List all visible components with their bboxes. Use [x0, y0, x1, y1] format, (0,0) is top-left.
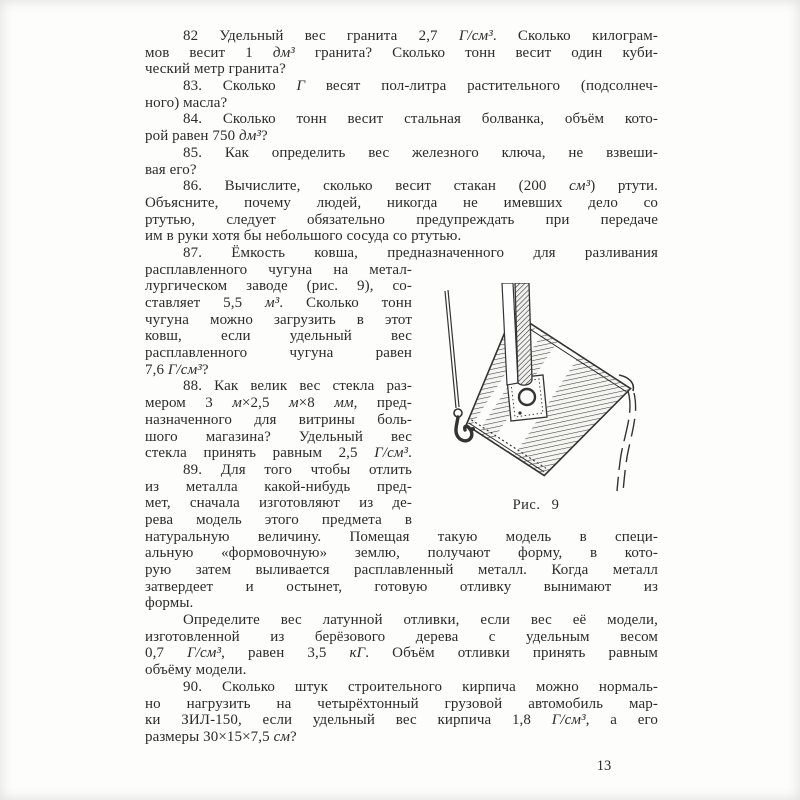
text-line: 90. Сколько штук строительного кирпича можно нормаль- — [183, 678, 658, 695]
text-line: 83. Сколько Г весят пол-литра растительного (подсолнеч- — [183, 78, 658, 95]
text-line: объёму модели. — [145, 662, 247, 679]
text-line: ного) масла? — [145, 94, 228, 111]
text-line: рой равен 750 дм³? — [145, 128, 268, 145]
text-line: затвердеет и остынет, готовую отливку вынимают из — [145, 578, 658, 595]
text-line: мет, сначала изготовляют из де- — [145, 495, 412, 512]
text-line: ковш, если удельный вес — [145, 328, 412, 345]
ladle-illustration-icon — [423, 283, 663, 493]
text-line: назначенного для витрины боль- — [145, 411, 412, 428]
text-line: ртутью, следует обязательно предупреждать при передаче — [145, 211, 658, 228]
text-line: альную «формовочную» землю, получают форму, в кото- — [145, 545, 658, 562]
text-line: лургическом заводе (рис. 9), со- — [145, 278, 412, 295]
text-line: мов весит 1 дм³ гранита? Сколько тонн весит один куби- — [145, 44, 659, 61]
text-line: 87. Ёмкость ковша, предназначенного для разливания — [183, 244, 658, 261]
text-line: Определите вес латунной отливки, если вес её модели, — [183, 612, 658, 629]
text-line: формы. — [145, 595, 194, 612]
text-line: мером 3 м×2,5 м×8 мм, пред- — [145, 395, 412, 412]
text-line: 7,6 Г/см³? — [145, 361, 209, 378]
text-line: стекла принять равным 2,5 Г/см³. — [145, 445, 412, 462]
text-line: 85. Как определить вес железного ключа, не взвеши- — [183, 144, 658, 161]
text-line: ки ЗИЛ-150, если удельный вес кирпича 1,8 Г/см³, а его — [145, 712, 659, 729]
text-line: 86. Вычислите, сколько весит стакан (200 см³) ртути. — [183, 178, 658, 195]
text-line: ставляет 5,5 м³. Сколько тонн — [145, 295, 412, 311]
text-line: им в руки хотя бы небольшого сосуда со ртутью. — [145, 228, 462, 245]
figure-caption: Рис. 9 — [512, 497, 560, 513]
page-number: 13 — [596, 758, 612, 774]
text-line: чугуна можно загрузить в этот — [145, 311, 412, 328]
text-line: шого магазина? Удельный вес — [145, 428, 412, 445]
text-line: вая его? — [145, 161, 197, 178]
text-line: расплавленного чугуна равен — [145, 345, 412, 362]
figure-9 — [423, 283, 663, 493]
text-line: но нагрузить на четырёхтонный грузовой автомобиль мар- — [145, 695, 658, 712]
text-line: 84. Сколько тонн весит стальная болванка, объём кото- — [183, 111, 658, 128]
text-line: 89. Для того чтобы отлить — [183, 461, 412, 478]
text-line: Объясните, почему людей, никогда не имевших дело со — [145, 194, 658, 211]
text-line: 0,7 Г/см³, равен 3,5 кГ. Объём отливки принять равным — [145, 645, 658, 662]
text-line: рую затем выливается расплавленный металл. Когда металл — [145, 562, 658, 578]
text-line: 88. Как велик вес стекла раз- — [183, 378, 412, 395]
text-line: изготовленной из берёзового дерева с удельным весом — [145, 628, 658, 645]
text-line: размеры 30×15×7,5 см? — [145, 728, 297, 745]
text-line: натуральную величину. Помещая такую модель в специ- — [145, 528, 658, 545]
text-line: рева модель этого предмета в — [145, 511, 412, 528]
text-line: ческий метр гранита? — [145, 61, 286, 78]
text-line: 82 Удельный вес гранита 2,7 Г/см³. Сколько килограм- — [183, 28, 658, 44]
text-line: из металла какой-нибудь пред- — [145, 478, 412, 495]
text-line: расплавленного чугуна на метал- — [145, 261, 412, 278]
